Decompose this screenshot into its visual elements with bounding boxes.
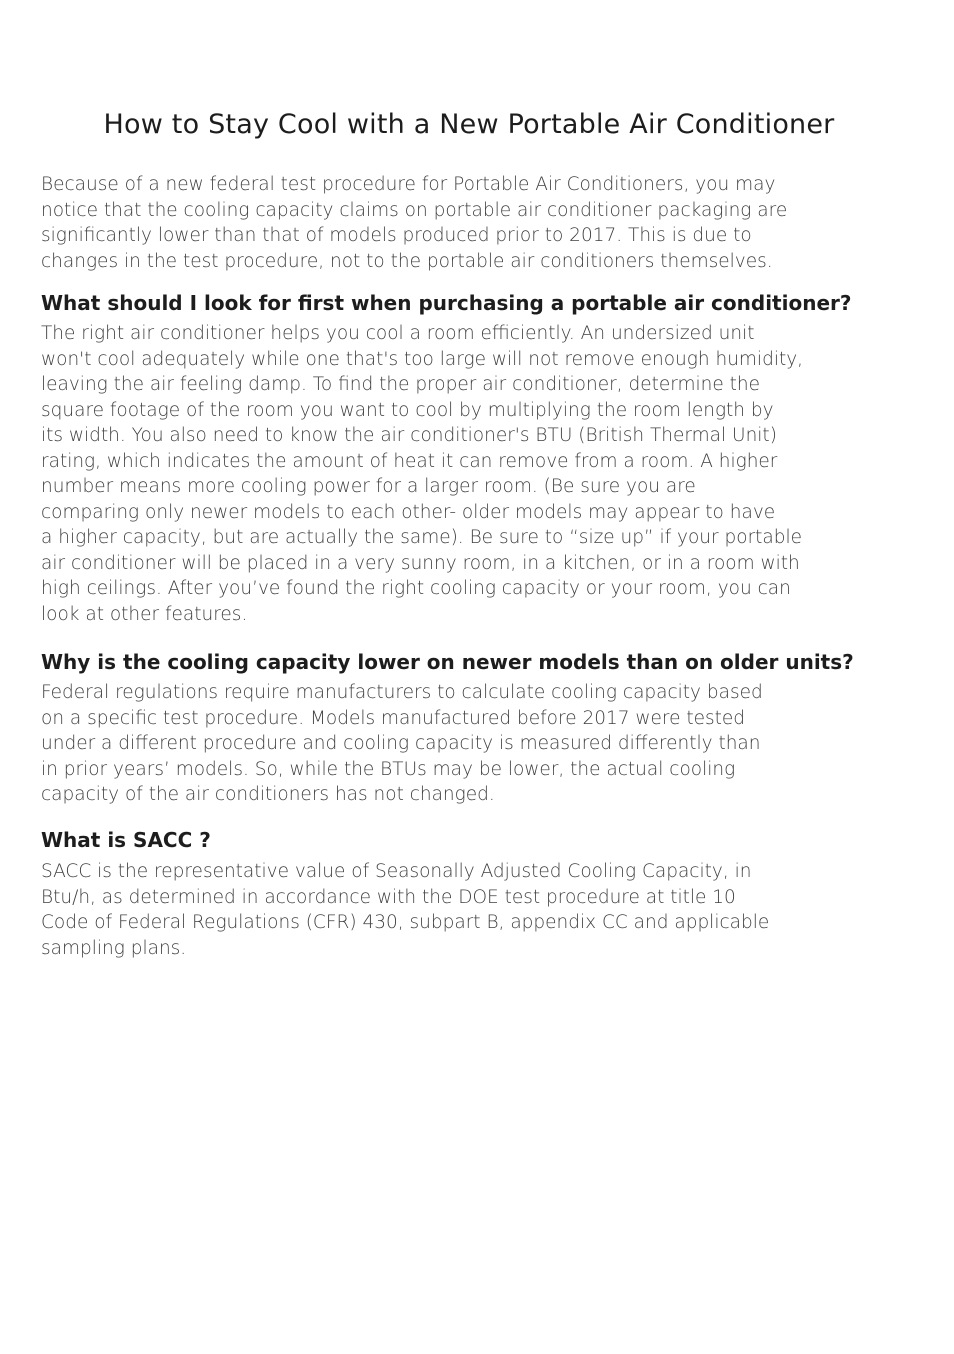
section-body-purchasing: The right air conditioner helps you cool a room efficiently. An undersized unit won't cool adequately while one that's too large will not remove enough humidity, leaving the air feeling damp. To find the proper air conditioner, determine the square footage of the room you want to cool by multiplying the room length by its width. You also need to know the air conditioner's BTU (British Thermal Unit) rating, which indicates the amount of heat it can remove from a room. A higher number means more cooling power for a larger room. (Be sure you are comparing only newer models to each other- older models may appear to have a higher capacity, but are actually the same). Be sure to “size up” if your portable air conditioner will be placed in a very sunny room, in a kitchen, or in a room with high ceilings. After you’ve found the right cooling capacity or your room, you can look at other features.	[41, 323, 804, 625]
intro-paragraph: Because of a new federal test procedure for Portable Air Conditioners, you may notice that the cooling capacity claims on portable air conditioner packaging are significantly lower than that of models produced prior to 2017. This is due to changes in the test procedure, not to the portable air conditioners themselves.	[41, 174, 788, 272]
section-body-cooling-capacity: Federal regulations require manufacturers to calculate cooling capacity based on a specific test procedure. Models manufactured before 2017 were tested under a different procedure and cooling capacity is measured differently than in prior years’ models. So, while the BTUs may be lower, the actual cooling capacity of the air conditioners has not changed.	[41, 682, 763, 805]
section-body-sacc: SACC is the representative value of Seasonally Adjusted Cooling Capacity, in Btu/h, as determined in accordance with the DOE test procedure at title 10 Code of Federal Regulations (CFR) 430, subpart B, appendix CC and applicable sampling plans.	[41, 861, 770, 959]
section-heading-sacc: What is SACC ?	[41, 828, 211, 852]
page-title: How to Stay Cool with a New Portable Air Conditioner	[103, 109, 835, 140]
section-heading-cooling-capacity: Why is the cooling capacity lower on newer models than on older units?	[41, 650, 854, 674]
section-heading-purchasing: What should I look for first when purchasing a portable air conditioner?	[41, 291, 852, 315]
